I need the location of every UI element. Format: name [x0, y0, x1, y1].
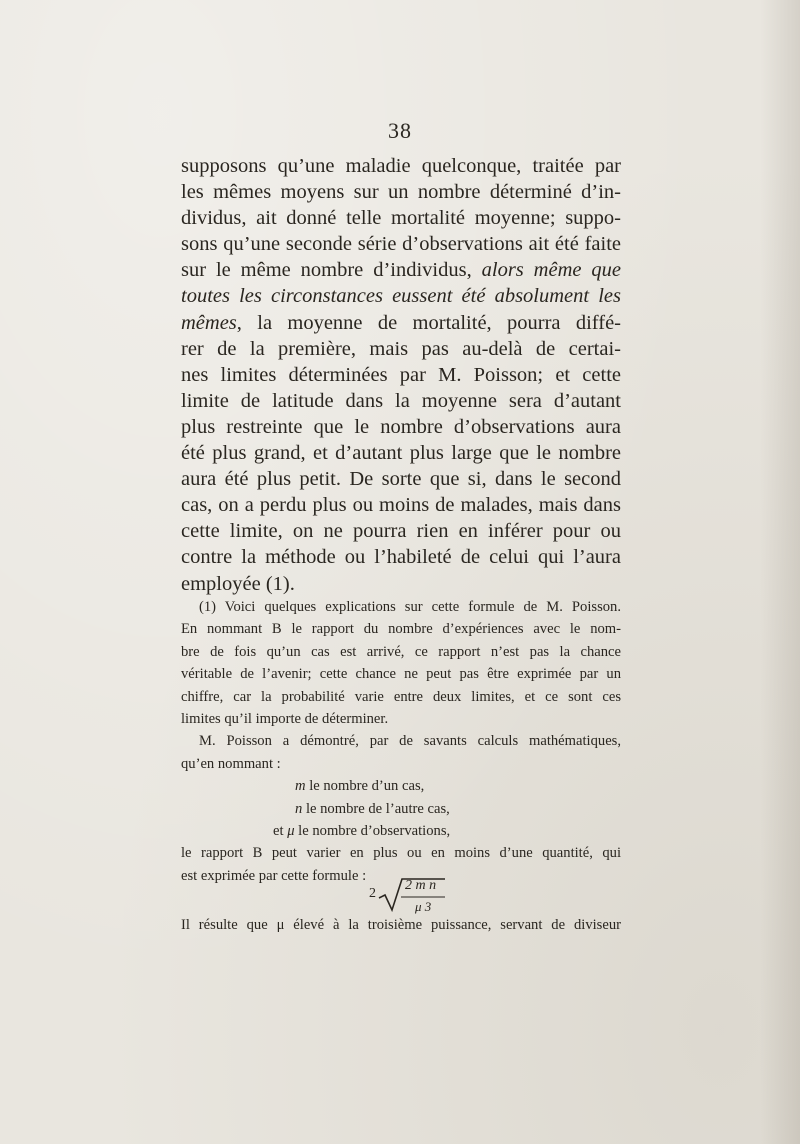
- text-line: [181, 283, 621, 309]
- page-number: 38: [388, 118, 412, 143]
- definition-prefix: et: [273, 823, 288, 840]
- definition-text: le nombre de l’autre cas,: [302, 800, 450, 817]
- text-line: aura été plus petit. De sorte que si, dans le second: [181, 468, 621, 491]
- text-roman: sur le même nombre d’individus,: [181, 259, 482, 282]
- text-line: rer de la première, mais pas au-delà de certai-: [181, 337, 621, 360]
- formula-numerator: 2 m n: [405, 878, 437, 893]
- text-line: été plus grand, et d’autant plus large que le nombre: [181, 442, 621, 465]
- footnote-line: chiffre, car la probabilité varie entre deux limites, et ce sont ces: [181, 688, 621, 705]
- text-italic: alors même que: [481, 259, 621, 282]
- definition-line: [181, 775, 621, 797]
- text-line: les mêmes moyens sur un nombre déterminé d’in-: [181, 181, 621, 204]
- footnote-line: le rapport B peut varier en plus ou en moins d’une quantité, qui: [181, 845, 621, 862]
- text-line: cas, on a perdu plus ou moins de malades, mais dans: [181, 494, 621, 517]
- definition-line: [181, 798, 621, 820]
- footnote-line: est exprimée par cette formule :: [181, 867, 367, 884]
- footnote-line: (1) Voici quelques explications sur cette formule de M. Poisson.: [199, 599, 621, 615]
- footnote-line: M. Poisson a démontré, par de savants calculs mathématiques,: [199, 733, 621, 750]
- footnote-line: qu’en nommant :: [181, 755, 281, 772]
- variable: μ: [287, 823, 295, 840]
- footnote-line: Il résulte que μ élevé à la troisième puissance, servant de diviseur: [181, 917, 621, 933]
- formula-coefficient: 2: [369, 886, 376, 901]
- footnote-line: limites qu’il importe de déterminer.: [181, 711, 389, 728]
- text-line: contre la méthode ou l’habileté de celui qui l’aura: [181, 546, 621, 569]
- text-line: sons qu’une seconde série d’observations ait été faite: [181, 233, 621, 256]
- text-line: supposons qu’une maladie quelconque, traitée par: [181, 155, 621, 177]
- page-edge-shadow: [760, 0, 800, 1144]
- text-line: nes limites déterminées par M. Poisson; et cette: [181, 363, 621, 386]
- variable: n: [295, 800, 303, 817]
- footnote-final-line: [181, 914, 621, 936]
- footnote: [181, 596, 621, 887]
- formula-denominator: μ 3: [415, 899, 432, 914]
- footnote-line: bre de fois qu’un cas est arrivé, ce rapport n’est pas la chance: [181, 643, 621, 660]
- text-italic: toutes les circonstances eussent été absolument les: [181, 285, 621, 308]
- text-line: [181, 257, 621, 283]
- text-roman: , la moyenne de mortalité, pourra diffé-: [236, 311, 621, 334]
- text-line: employée (1).: [181, 572, 295, 595]
- text-line: dividus, ait donné telle mortalité moyenne; suppo-: [181, 207, 621, 230]
- text-italic: mêmes: [181, 311, 237, 334]
- formula: [365, 874, 485, 918]
- definition-line: [181, 820, 621, 842]
- footnote-line: En nommant B le rapport du nombre d’expériences avec le nom-: [181, 621, 621, 638]
- variable: m: [295, 778, 306, 795]
- text-line: limite de latitude dans la moyenne sera d’autant: [181, 389, 621, 412]
- definition-text: le nombre d’observations,: [294, 823, 451, 840]
- text-line: [181, 310, 621, 336]
- main-text: [181, 153, 621, 597]
- text-line: cette limite, on ne pourra rien en inférer pour ou: [181, 520, 621, 543]
- footnote-line: véritable de l’avenir; cette chance ne peut pas être exprimée par un: [181, 666, 621, 683]
- definition-text: le nombre d’un cas,: [305, 778, 425, 795]
- text-line: plus restreinte que le nombre d’observations aura: [181, 415, 621, 438]
